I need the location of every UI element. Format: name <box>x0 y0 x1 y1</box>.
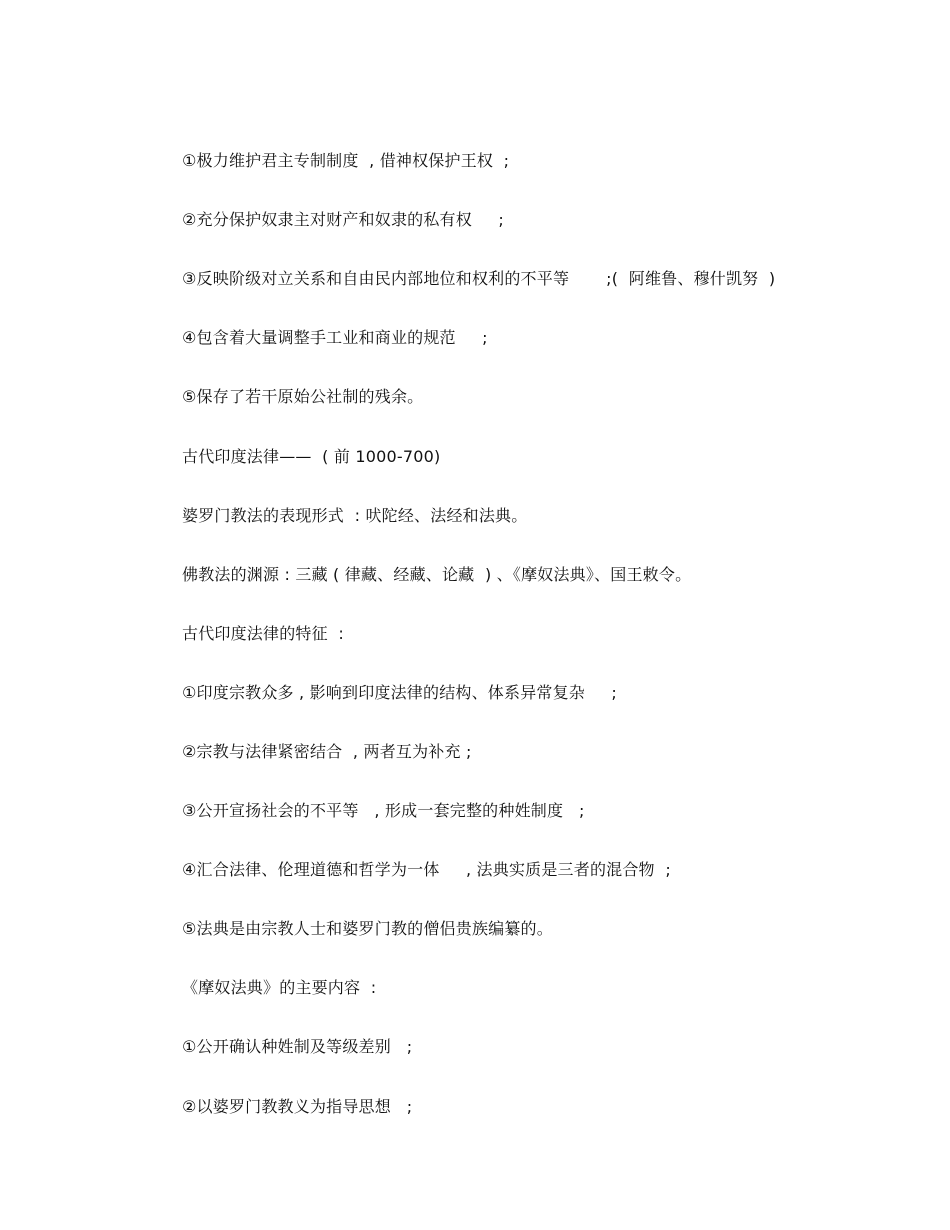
text-line: ②宗教与法律紧密结合 , 两者互为补充 ; <box>182 742 472 761</box>
text-line: ⑤法典是由宗教人士和婆罗门教的僧侣贵族编纂的。 <box>182 919 553 938</box>
section-heading: 《摩奴法典》的主要内容 : <box>182 978 377 997</box>
text-line: ①公开确认种姓制及等级差别 ; <box>182 1037 413 1056</box>
text-line: ⑤保存了若干原始公社制的残余。 <box>182 387 424 406</box>
text-line: ②充分保护奴隶主对财产和奴隶的私有权 ; <box>182 210 504 229</box>
section-heading: 古代印度法律—— ( 前 1000-700) <box>182 447 441 466</box>
text-line: ③公开宣扬社会的不平等 , 形成一套完整的种姓制度 ; <box>182 801 585 820</box>
text-line: ①印度宗教众多 , 影响到印度法律的结构、体系异常复杂 ; <box>182 683 618 702</box>
section-heading: 古代印度法律的特征 : <box>182 624 344 643</box>
text-line: 婆罗门教法的表现形式 : 吠陀经、法经和法典。 <box>182 506 528 525</box>
text-line: ③反映阶级对立关系和自由民内部地位和权利的不平等 ;( 阿维鲁、穆什凯努 ) <box>182 269 776 288</box>
text-line: ②以婆罗门教教义为指导思想 ; <box>182 1097 413 1116</box>
text-line: ④汇合法律、伦理道德和哲学为一体 , 法典实质是三者的混合物 ; <box>182 860 671 879</box>
text-line: ④包含着大量调整手工业和商业的规范 ; <box>182 328 488 347</box>
text-line: ①极力维护君主专制制度 , 借神权保护王权 ; <box>182 151 510 170</box>
text-line: 佛教法的渊源 : 三藏 ( 律藏、经藏、论藏 ) 、《摩奴法典》、国王敕令。 <box>182 565 692 584</box>
